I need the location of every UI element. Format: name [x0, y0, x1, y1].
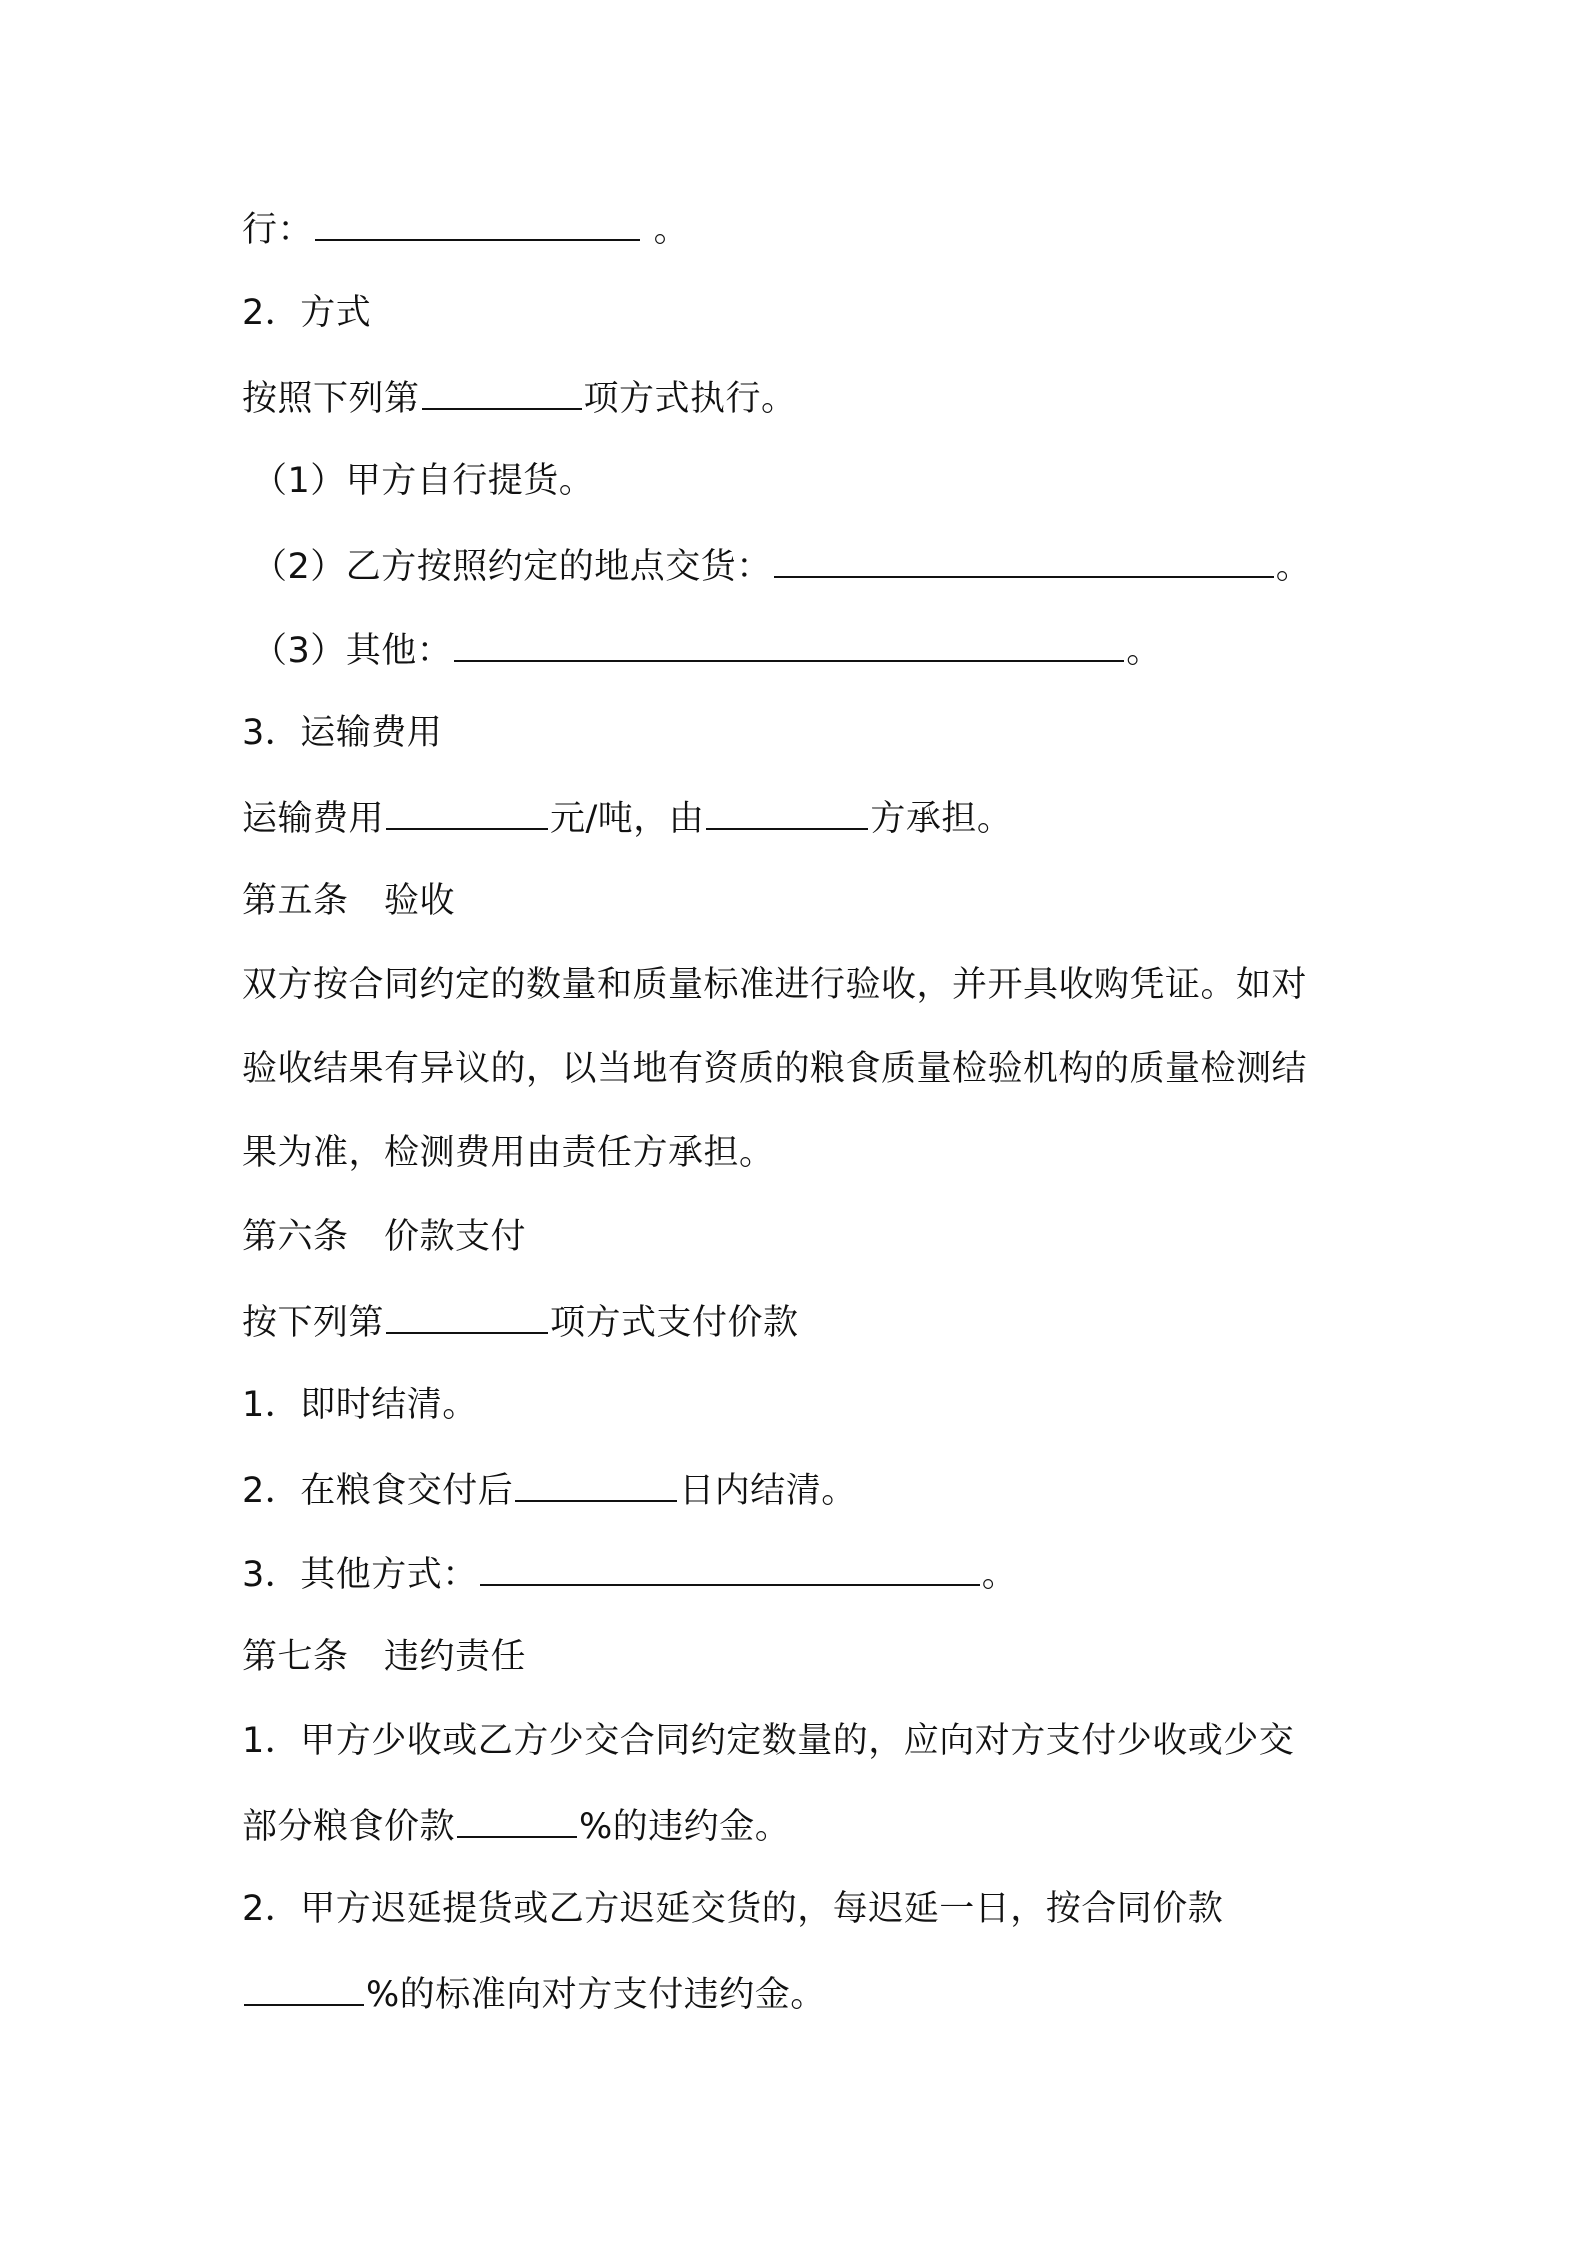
blank-shortfall-penalty[interactable] [457, 1802, 577, 1838]
line-text: 日内结清。 [679, 1471, 857, 1511]
blank-delivery-time[interactable] [315, 205, 640, 241]
option-self-pickup: （1）甲方自行提货。 [252, 461, 595, 501]
article-5-text-1: 双方按合同约定的数量和质量标准进行验收，并开具收购凭证。如对 [242, 965, 1308, 1005]
line-text: 。 [981, 1555, 1018, 1595]
blank-payment-choice[interactable] [386, 1298, 548, 1334]
blank-delay-penalty[interactable] [244, 1970, 364, 2006]
article-5-text-2: 验收结果有异议的，以当地有资质的粮食质量检验机构的质量检测结 [242, 1049, 1308, 1089]
liability-1-percent-line [242, 1802, 1362, 1850]
line-text: （2）乙方按照约定的地点交货： [252, 547, 772, 587]
line-text: %的标准向对方支付违约金。 [366, 1975, 826, 2015]
blank-other-method[interactable] [454, 626, 1124, 662]
payment-option-3-line [242, 1550, 1362, 1598]
blank-method-choice[interactable] [422, 374, 582, 410]
article-5-text-3: 果为准，检测费用由责任方承担。 [242, 1133, 775, 1173]
line-text: 3．其他方式： [242, 1555, 478, 1595]
blank-payment-days[interactable] [515, 1466, 677, 1502]
article-7-heading: 第七条 违约责任 [242, 1637, 527, 1677]
liability-2-text: 2．甲方迟延提货或乙方迟延交货的，每迟延一日，按合同价款 [242, 1889, 1224, 1929]
transport-cost-line [242, 794, 1362, 842]
heading-method: 2．方式 [242, 293, 372, 333]
payment-option-1: 1．即时结清。 [242, 1385, 478, 1425]
line-text: 2．在粮食交付后 [242, 1471, 514, 1511]
line-text: 。 [1275, 547, 1312, 587]
blank-cost-bearer[interactable] [706, 794, 868, 830]
line-text: 按下列第 [242, 1303, 385, 1343]
option-delivery-location-line [252, 542, 1372, 590]
blank-delivery-location[interactable] [774, 542, 1274, 578]
line-text: 。 [642, 210, 690, 250]
line-text: 项方式支付价款 [550, 1303, 799, 1343]
heading-transport-cost: 3．运输费用 [242, 713, 443, 753]
line-text: （3）其他： [252, 631, 453, 671]
line-text: 部分粮食价款 [242, 1807, 456, 1847]
article-5-heading: 第五条 验收 [242, 881, 456, 921]
option-other-line [252, 626, 1372, 674]
article-6-heading: 第六条 价款支付 [242, 1217, 527, 1257]
line-text: %的违约金。 [579, 1807, 791, 1847]
blank-transport-cost[interactable] [386, 794, 548, 830]
liability-1-text: 1．甲方少收或乙方少交合同约定数量的，应向对方支付少收或少交 [242, 1721, 1295, 1761]
payment-choice-line [242, 1298, 1362, 1346]
line-text: 项方式执行。 [583, 379, 797, 419]
delivery-time-line [242, 205, 1362, 253]
line-text: 方承担。 [870, 799, 1013, 839]
payment-option-2-line [242, 1466, 1362, 1514]
line-text: 行： [242, 210, 314, 250]
line-text: 按照下列第 [242, 379, 420, 419]
method-choice-line [242, 374, 1362, 422]
line-text: 。 [1126, 631, 1162, 671]
line-text: 运输费用 [242, 799, 385, 839]
blank-other-payment[interactable] [480, 1550, 980, 1586]
liability-2-percent-line [242, 1970, 1362, 2018]
line-text: 元/吨，由 [550, 799, 705, 839]
